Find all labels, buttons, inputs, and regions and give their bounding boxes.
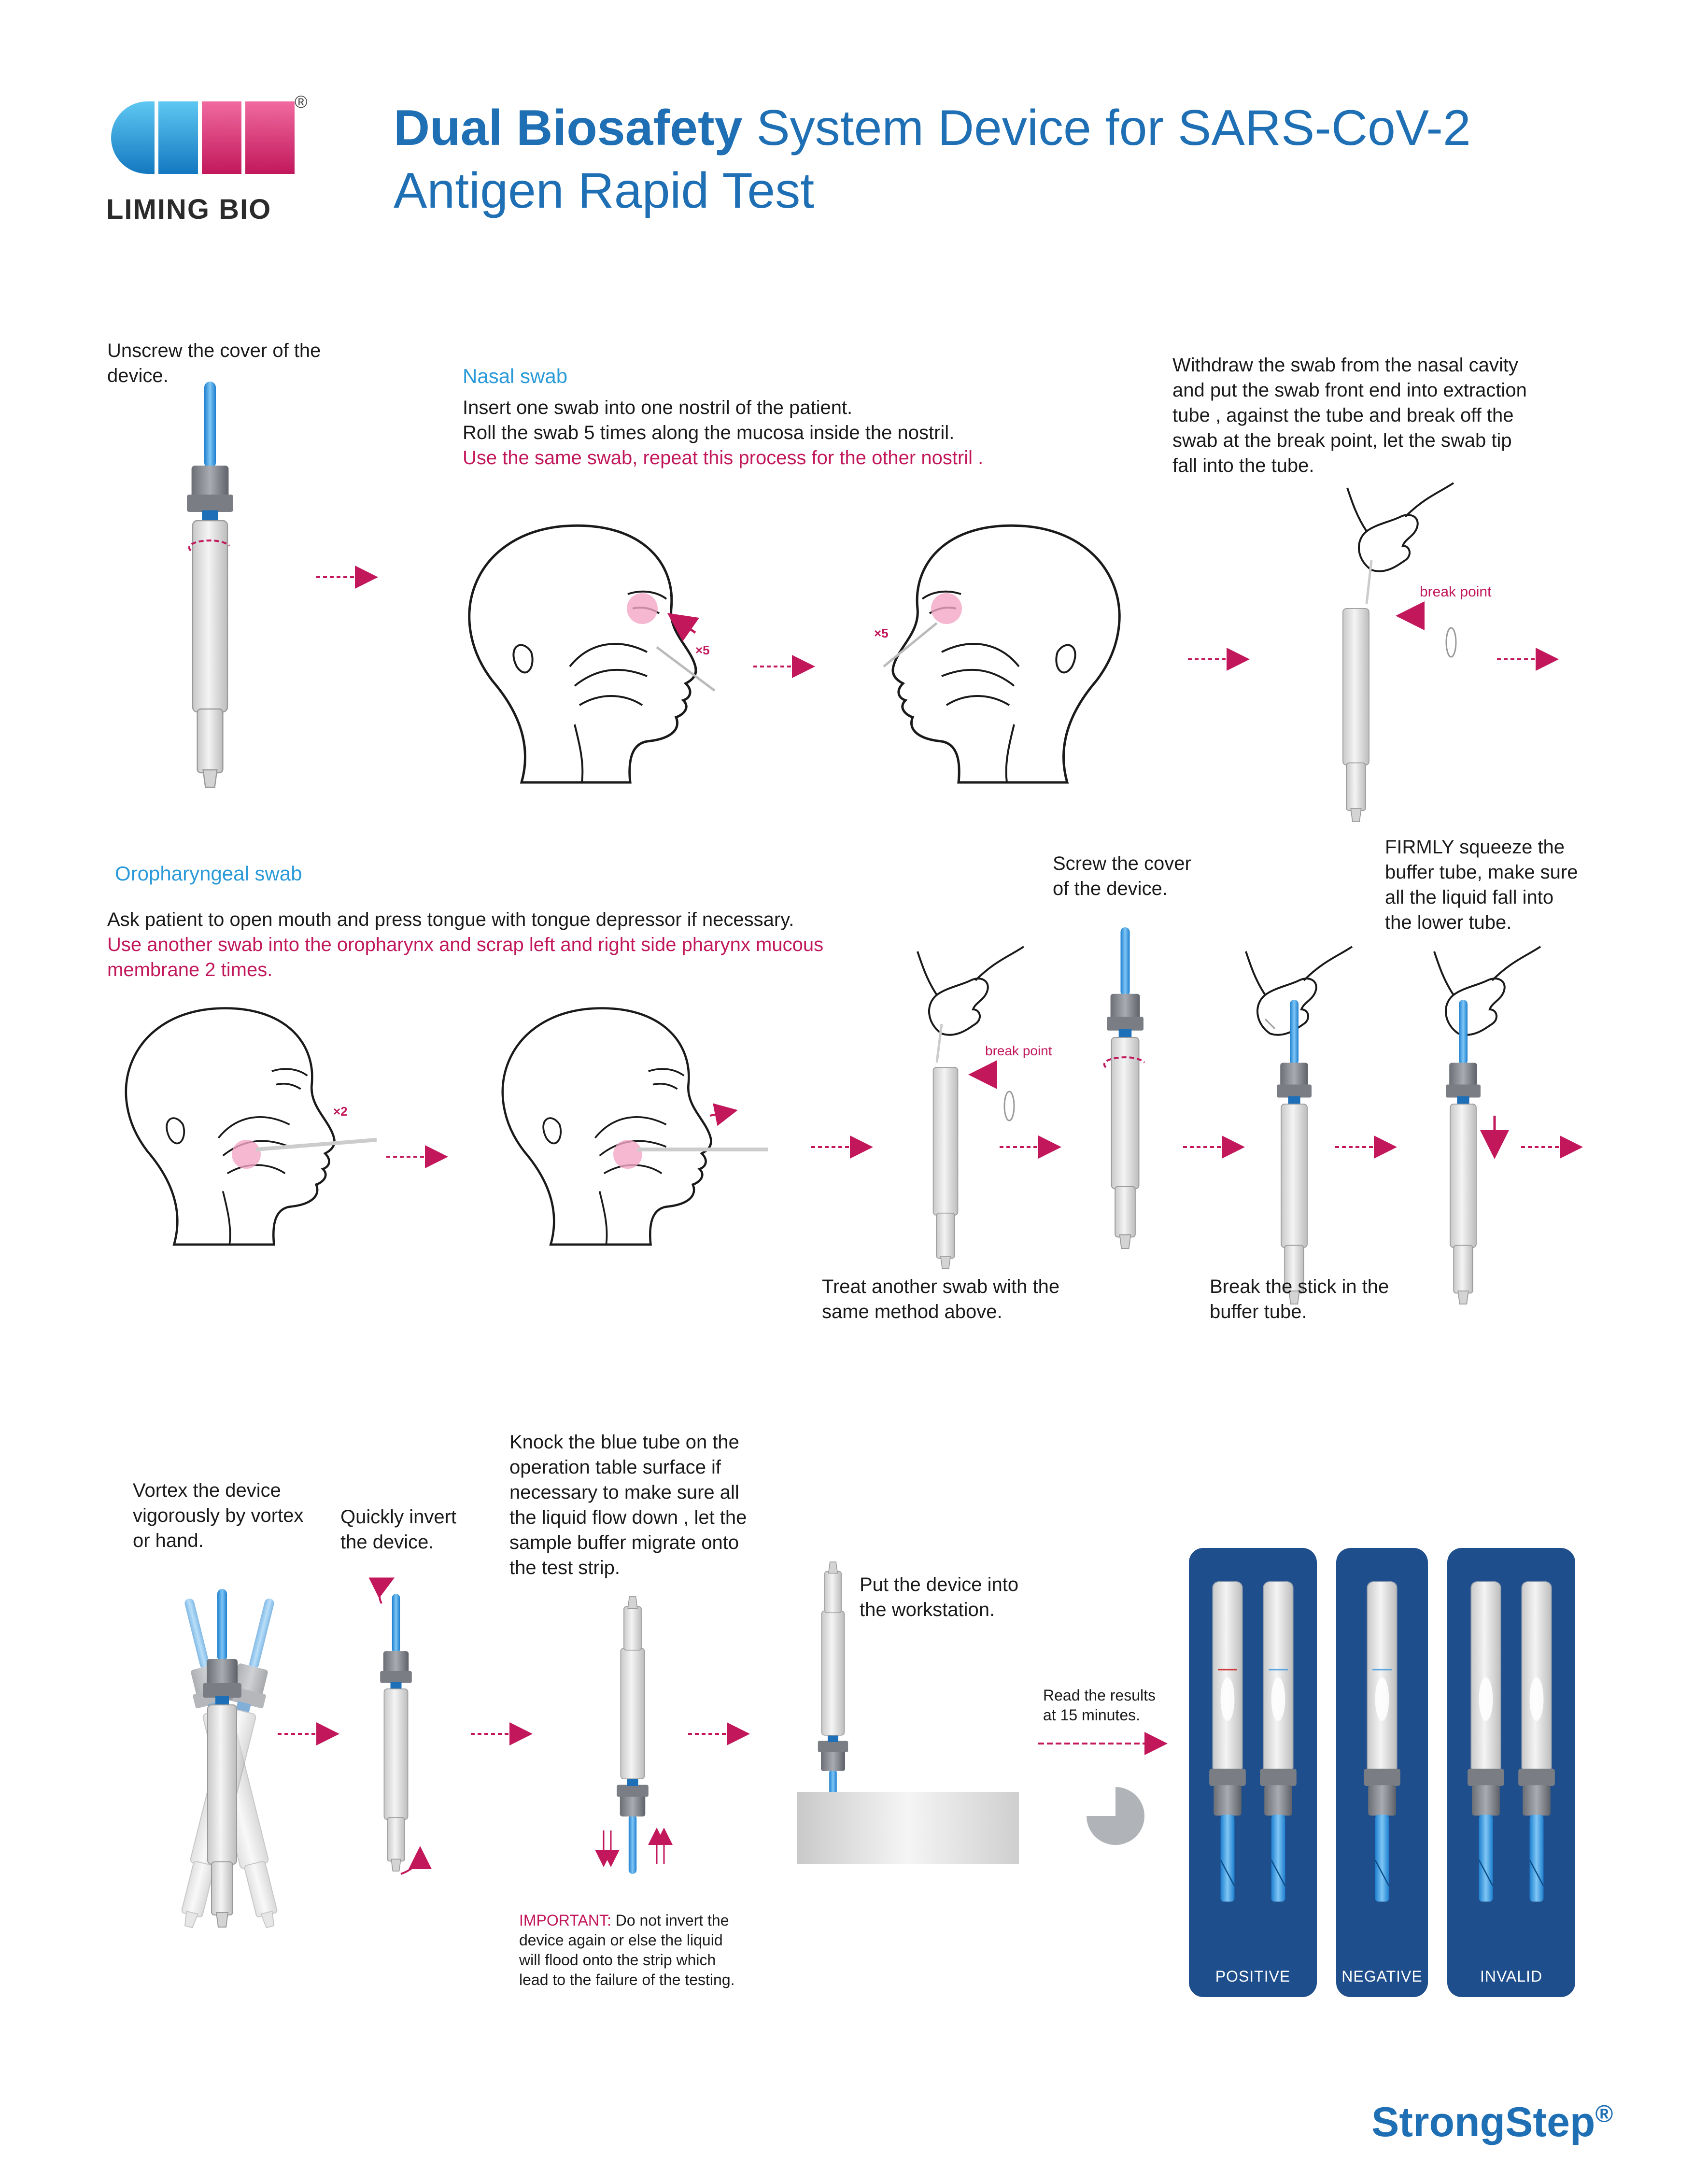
label-negative: NEGATIVE: [1341, 1968, 1423, 1985]
treat-text: Treat another swab with the same method above.: [822, 1276, 1060, 1322]
result-panel-invalid: [1447, 1548, 1575, 1997]
nasal-heading: Nasal swab: [463, 365, 568, 387]
oro-text: Ask patient to open mouth and press tongue with tongue depressor if necessary.: [107, 909, 794, 930]
footer-brand: [1371, 2099, 1613, 2146]
important-text: Do not invert the device again or else the liquid will flood onto the strip which lead to the failure of the testing.: [519, 1912, 735, 1988]
nasal-text: Insert one swab into one nostril of the patient. Roll the swab 5 times along the mucosa inside the nostril.: [463, 397, 955, 443]
device-vortex: [145, 1589, 319, 1927]
tube-withdraw: [1347, 478, 1540, 816]
arrow-8: [1183, 1142, 1251, 1152]
head-nasal-right: [874, 522, 1125, 792]
label-positive: POSITIVE: [1215, 1968, 1291, 1985]
title-line2: Antigen Rapid Test: [394, 163, 815, 219]
tube-treat: [918, 947, 1077, 1265]
arrow-3: [1188, 654, 1256, 664]
workstation: [797, 1652, 1029, 1874]
head-oro-1: [121, 1005, 372, 1265]
device-screw: [1125, 927, 1183, 1265]
arrow-14: [1038, 1739, 1173, 1748]
arrow-12: [471, 1729, 538, 1739]
times5-label-2: ×5: [874, 626, 889, 640]
times2-label: ×2: [333, 1104, 348, 1119]
brand-logo: [106, 92, 309, 227]
device-unscrew: [210, 382, 258, 816]
workstation-text: Put the device into the workstation.: [860, 1574, 1019, 1620]
page-title: [394, 97, 1649, 222]
arrow-5: [386, 1152, 454, 1162]
timer-icon: [1087, 1787, 1154, 1855]
nasal-highlight: Use the same swab, repeat this process for the other nostril .: [463, 447, 984, 468]
registered-mark: ®: [295, 92, 308, 112]
label-invalid: INVALID: [1480, 1968, 1543, 1985]
arrow-6: [811, 1142, 879, 1152]
oro-highlight: Use another swab into the oropharynx and scrap left and right side pharynx mucous membrane 2 times.: [107, 934, 824, 980]
arrow-4: [1497, 654, 1565, 664]
arrow-7: [1000, 1142, 1067, 1152]
result-panel-positive: [1189, 1548, 1317, 1997]
knock-text: Knock the blue tube on the operation table surface if necessary to make sure all the liquid flow down , let the sample buffer migrate onto the test strip.: [509, 1432, 747, 1578]
device-invert: [372, 1584, 439, 1874]
arrow-2: [753, 662, 821, 671]
head-nasal-left: [464, 522, 710, 792]
oro-heading: Oropharyngeal swab: [115, 862, 302, 885]
arrow-11: [278, 1729, 345, 1739]
arrow-9: [1335, 1142, 1403, 1152]
arrow-13: [688, 1729, 756, 1739]
important-label: IMPORTANT:: [519, 1912, 611, 1929]
brand-mark: ®: [1595, 2100, 1613, 2127]
title-bold: Dual Biosafety: [394, 100, 743, 156]
title-rest: System Device for SARS-CoV-2: [742, 100, 1471, 156]
vortex-text: Vortex the device vigorously by vortex or hand.: [133, 1480, 304, 1551]
device-squeeze: [1415, 961, 1521, 1309]
important-note: [519, 1891, 770, 1990]
times5-label: ×5: [695, 643, 710, 657]
break-point-label-2: break point: [985, 1043, 1052, 1058]
arrow-10: [1521, 1142, 1589, 1152]
screw-text: Screw the cover of the device.: [1053, 853, 1191, 899]
arrow-1: [316, 572, 384, 582]
device-knock: [584, 1603, 681, 1893]
device-break-stick: [1246, 961, 1352, 1309]
logo-text: LIMING BIO: [106, 194, 272, 225]
withdraw-text: Withdraw the swab from the nasal cavity and put the swab front end into extraction tube , against the tube and break off the swab at the break point, let the swab tip fall into the tube.: [1172, 355, 1527, 476]
break-stick-text: Break the stick in the buffer tube.: [1210, 1276, 1389, 1322]
brand-name: StrongStep: [1371, 2099, 1595, 2145]
break-point-label: break point: [1420, 584, 1492, 600]
result-panel-negative: [1336, 1548, 1428, 1997]
read-results-text: Read the results at 15 minutes.: [1043, 1687, 1156, 1724]
head-oro-2: [497, 1005, 748, 1265]
logo-capsule-icon: [106, 97, 309, 179]
invert-text: Quickly invert the device.: [340, 1506, 457, 1553]
squeeze-text: FIRMLY squeeze the buffer tube, make sure all the liquid fall into the lower tube.: [1385, 837, 1578, 933]
step-unscrew-text: Unscrew the cover of the device.: [107, 340, 321, 386]
